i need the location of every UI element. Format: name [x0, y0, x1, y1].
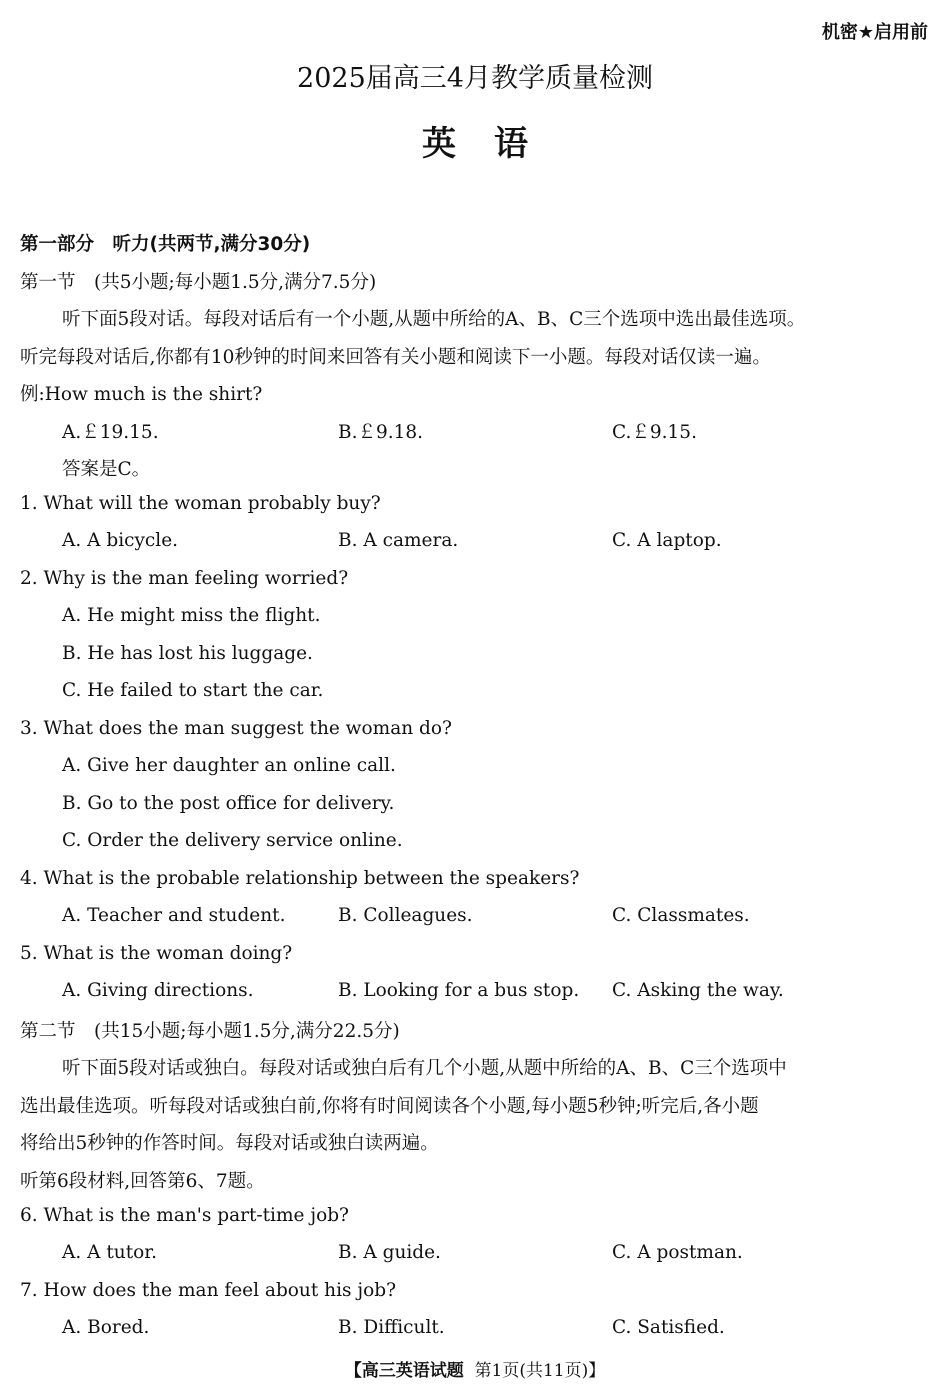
part1-heading: 第一部分 听力(共两节,满分30分)	[20, 234, 311, 255]
q2-option-b: B. He has lost his luggage.	[62, 643, 313, 664]
question-2: 2. Why is the man feeling worried?	[20, 568, 349, 589]
section2-instruction-2: 选出最佳选项。听每段对话或独白前,你将有时间阅读各个小题,每小题5秒钟;听完后,各小题	[20, 1096, 759, 1117]
q1-option-a: A. A bicycle.	[62, 530, 179, 551]
example-option-b: B.￡9.18.	[338, 422, 424, 443]
section1-heading: 第一节 (共5小题;每小题1.5分,满分7.5分)	[20, 272, 377, 293]
footer-title: 【高三英语试题	[344, 1361, 464, 1381]
q6-option-b: B. A guide.	[338, 1242, 441, 1263]
example-answer: 答案是C。	[62, 459, 151, 480]
q7-option-b: B. Difficult.	[338, 1317, 445, 1338]
section2-instruction-1: 听下面5段对话或独白。每段对话或独白后有几个小题,从题中所给的A、B、C三个选项中	[62, 1058, 787, 1079]
q6-option-a: A. A tutor.	[62, 1242, 157, 1263]
question-6: 6. What is the man's part-time job?	[20, 1205, 349, 1226]
q2-option-a: A. He might miss the flight.	[62, 605, 321, 626]
q1-option-c: C. A laptop.	[612, 530, 722, 551]
q7-option-c: C. Satisfied.	[612, 1317, 725, 1338]
section1-instruction-2: 听完每段对话后,你都有10秒钟的时间来回答有关小题和阅读下一小题。每段对话仅读一遍。	[20, 347, 771, 368]
q5-option-a: A. Giving directions.	[62, 980, 254, 1001]
subject-title: 英语	[422, 124, 566, 164]
section1-instruction-1: 听下面5段对话。每段对话后有一个小题,从题中所给的A、B、C三个选项中选出最佳选项。	[62, 309, 806, 330]
q1-option-b: B. A camera.	[338, 530, 459, 551]
page-footer	[0, 1356, 950, 1381]
q4-option-b: B. Colleagues.	[338, 905, 473, 926]
q4-option-c: C. Classmates.	[612, 905, 750, 926]
material-note: 听第6段材料,回答第6、7题。	[20, 1171, 265, 1192]
section2-heading: 第二节 (共15小题;每小题1.5分,满分22.5分)	[20, 1021, 400, 1042]
question-5: 5. What is the woman doing?	[20, 943, 293, 964]
q5-option-c: C. Asking the way.	[612, 980, 784, 1001]
question-4: 4. What is the probable relationship between the speakers?	[20, 868, 580, 889]
example-question: 例:How much is the shirt?	[20, 384, 263, 405]
example-option-c: C.￡9.15.	[612, 422, 697, 443]
q3-option-a: A. Give her daughter an online call.	[62, 755, 396, 776]
q2-option-c: C. He failed to start the car.	[62, 680, 324, 701]
q3-option-c: C. Order the delivery service online.	[62, 830, 403, 851]
example-option-a: A.￡19.15.	[62, 422, 159, 443]
q5-option-b: B. Looking for a bus stop.	[338, 980, 580, 1001]
confidential-mark: 机密★启用前	[821, 22, 928, 43]
q6-option-c: C. A postman.	[612, 1242, 743, 1263]
exam-title: 2025届高三4月教学质量检测	[297, 63, 653, 94]
question-7: 7. How does the man feel about his job?	[20, 1280, 396, 1301]
q4-option-a: A. Teacher and student.	[62, 905, 286, 926]
section2-instruction-3: 将给出5秒钟的作答时间。每段对话或独白读两遍。	[20, 1133, 439, 1154]
question-1: 1. What will the woman probably buy?	[20, 493, 381, 514]
question-3: 3. What does the man suggest the woman do?	[20, 718, 452, 739]
q3-option-b: B. Go to the post office for delivery.	[62, 793, 395, 814]
q7-option-a: A. Bored.	[62, 1317, 150, 1338]
footer-page-number: 第1页(共11页)】	[474, 1361, 606, 1381]
